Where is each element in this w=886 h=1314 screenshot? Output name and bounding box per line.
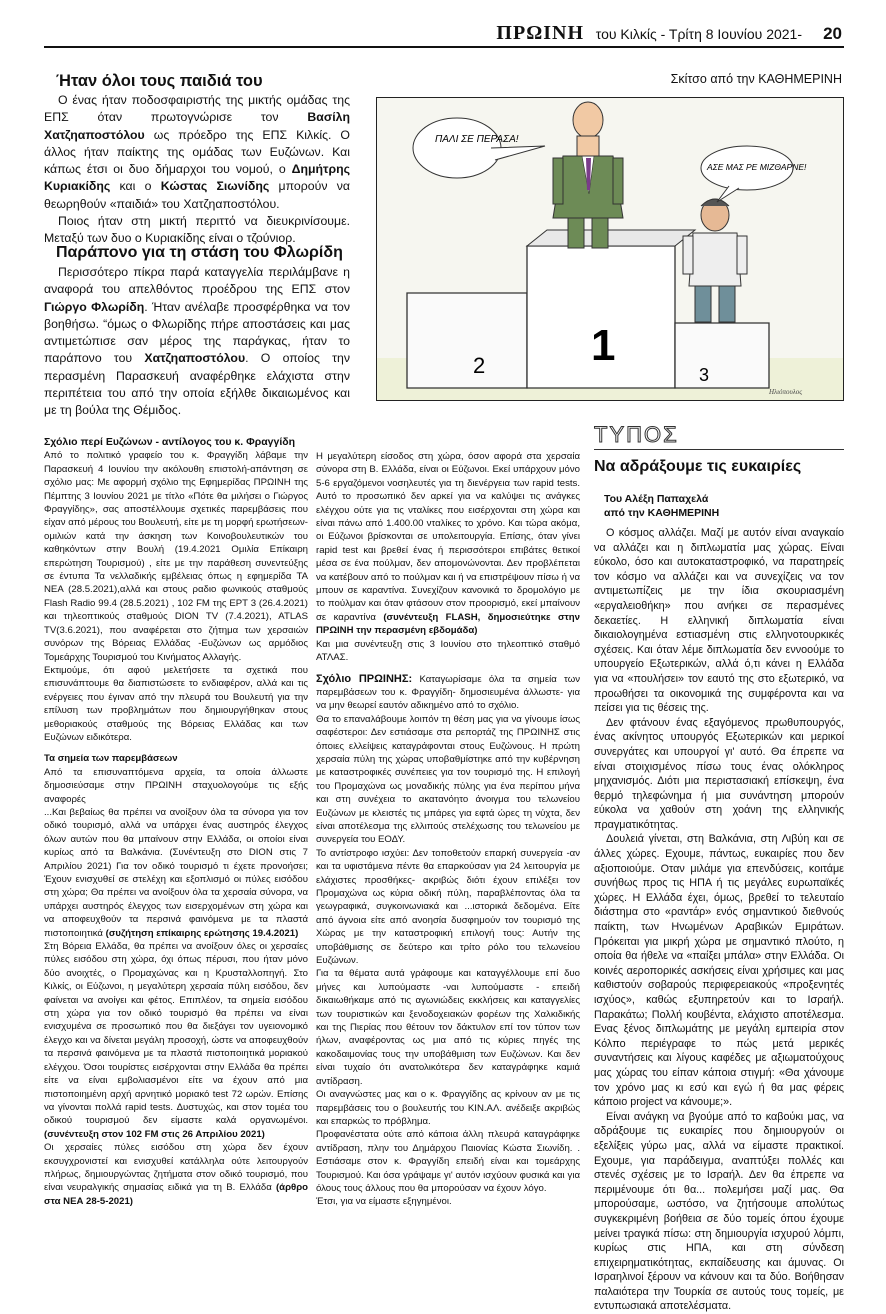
typos-p4: Είναι ανάγκη να βγούμε από το καβούκι μας, να αδράξουμε τις ευκαιρίες που δημιουργούν οι εξελίξεις γύρω μας, αλλά να είμαστε πρακτικοί. Εχουμε, για παράδειγμα, αναπτύξει πολλές και στενές σχέσεις με το Ισραήλ. Δεν θα έπρεπε να περιμένουμε ότι θα... πολεμήσει μαζί μας. Θα μπορούσαμε, ωστόσο, να ζητήσουμε απολύτως συγκεκριμένη βοήθεια σε δύο τομείς όπου έχουμε μείνει τραγικά πίσω: στη δημιουργία ισχυρού λόμπι, κυρίως στις ΗΠΑ, και στη σύνδεση επιχειρηματικότητας, εκπαίδευσης και άμυνας. Οι Ισραηλινοί ξέρουν να κάνουν και τα δύο. Βοήθησαν παλαιότερα την Τουρκία σε αυτούς τους τομείς, με εντυπωσιακά αποτελέσματα.: [594, 1110, 844, 1313]
col1-p3: Από τα επισυναπτόμενα αρχεία, τα οποία άλλωστε δημοσιεύσαμε στην ΠΡΩΙΝΗ σταχυολογούμε τις εξής αναφορές: [44, 766, 308, 805]
col1-p2: Εκτιμούμε, ότι αφού μελετήσετε τα σχετικά που επισυνάπτουμε θα διαπιστώσετε το ενδιαφέρον, αλλά και τις ενέργειες που έγιναν από την πλευρά του Βουλευτή για την επίλυση των προβλημάτων που δημιουργήθηκαν στους μεθοριακούς σταθμούς της Βόρειας Ελλάδας και των Ευζώνων ειδικότερα.: [44, 664, 308, 743]
col1-p5: Στη Βόρεια Ελλάδα, θα πρέπει να ανοίξουν όλες οι χερσαίες πύλες εισόδου στη χώρα, όχι όπως πέρυσι, που ήταν μόνο δύο ανοιχτές, ο Προμαχώνας και η Κρυσταλλοπηγή. Στο Κιλκίς, οι Εύζωνοι, η μεγαλύτερη χερσαία πύλη εισόδου, δεν φαίνεται να ανοίγει και φέτος. Επιπλέον, τα σημεία εισόδου στη χώρα για τον οδικό τουρισμό θα πρέπει να είναι ενισχυμένα σε προσωπικό που θα διεξάγει τον υγειονομικό έλεγχο και να δίνεται μεγάλη προσοχή, ώστε να αποφευχθούν τα περσινά φαινόμενα με τα πλαστά πιστοποιητικά μοριακού ελέγχου. Όσοι τουρίστες εισέρχονται στην Ελλάδα θα πρέπει είτε να είναι εμβολιασμένοι είτε να έχουν από μια πιστοποιημένη αρχή αρνητικό μοριακό test 72 ωρών. Επίσης να γίνονται πολλά rapid tests. Δυστυχώς, και στον τομέα του οδικού τουρισμού δεν είμαστε καλά οργανωμένοι. (συνέντευξη στον 102 FM στις 26 Απριλίου 2021): [44, 941, 308, 1140]
article1-p1: Ο ένας ήταν ποδοσφαιριστής της μικτής ομάδας της ΕΠΣ όταν πρωτογνώρισε τον Βασίλη Χατζηαποστόλου ως πρόεδρο της ΕΠΣ Κιλκίς. Ο άλλος ήταν παίκτης της ομάδας των Ευζώνων. Και κάπως έτσι οι δυο δήμαρχοι του νομού, ο Δημήτρης Κυριακίδης και ο Κώστας Σιωνίδης μπορούν να θεωρηθούν «παιδιά» του Χατζηαποστόλου.: [44, 93, 350, 211]
col1-subheading: Τα σημεία των παρεμβάσεων: [44, 753, 178, 765]
issue-date: του Κιλκίς - Τρίτη 8 Ιουνίου 2021-: [595, 26, 802, 42]
typos-p1: Ο κόσμος αλλάζει. Μαζί με αυτόν είναι αναγκαίο να αλλάζει και η διπλωματία μας χώρας. Είναι εύκολο, όσο και αυτοκαταστροφικό, να παρατηρείς τον κόσμο να αλλάζει και να συνεχίζεις να τον αντιμετωπίζεις με την ίδια σκουριασμένη «εργαλειοθήκη» που ανήκει σε περασμένες δεκαετίες. Η ελληνική διπλωματία είναι δικαιολογημένα εστιασμένη στις ελληνοτουρκικές σχέσεις. Και όταν λέμε διπλωματία δεν εννοούμε το υπουργείο Εξωτερικών, αλλά ό,τι κάνει η Ελλάδα για να «πουλήσει» τον εαυτό της στο εξωτερικό, να προωθήσει τα οικονομικά της συμφέροντα και να πείσει για τις θέσεις της.: [594, 527, 844, 715]
col2-p9: Έτσι, για να είμαστε εξηγημένοι.: [316, 1196, 452, 1208]
col1-p6: Οι χερσαίες πύλες εισόδου στη χώρα δεν έχουν εκσυγχρονιστεί και ενισχυθεί κατάλληλα ούτε λειτουργούν πλήρως, δημιουργώντας ζητήματα στον οδικό τουρισμό, που είναι νευραλγικής σημασίας ειδικά για τη Β. Ελλάδα (άρθρο στα ΝΕΑ 28-5-2021): [44, 1142, 308, 1207]
col2-p3: Σχόλιο ΠΡΩΙΝΗΣ: Καταγωρίσαμε όλα τα σημεία των παρεμβάσεων του κ. Φραγγίδη- δημοσιευμένα άλλωστε- για να μην θεωρεί εαυτόν αδικημένο από το σχόλιο.: [316, 672, 580, 712]
bubble1-text: ΠΑΛΙ ΣΕ ΠΕΡΑΣΑ!: [435, 134, 519, 145]
typos-p2: Δεν φτάνουν ένας εξαγόμενος πρωθυπουργός, ένας ακίνητος υπουργός Εξωτερικών και μερικοί συνεργάτες και υπουργοί γι' αυτό. Θα έπρεπε να είναι στοιχισμένος πίσω τους ένας ολόκληρος μηχανισμός. Διότι μια περιστασιακή επίσκεψη, ένα θερμό τηλεφώνημα ή μια συνάντηση μπορούν εύκολα να χαθούν στη χοάνη της ελληνικής πραγματικότητας.: [594, 716, 844, 831]
col2-p2: Και μια συνέντευξη στις 3 Ιουνίου στο τηλεοπτικό σταθμό ΑΤΛΑΣ.: [316, 638, 580, 664]
cartoon-credit: Σκίτσο από την ΚΑΘΗΜΕΡΙΝΗ: [670, 72, 842, 86]
typos-body: [594, 526, 844, 1314]
typos-author: Του Αλέξη Παπαχελά από την ΚΑΘΗΜΕΡΙΝΗ: [604, 493, 720, 519]
speech-bubble-loser: [701, 146, 807, 202]
place-3-label: 3: [699, 365, 710, 385]
col2-p1: Η μεγαλύτερη είσοδος στη χώρα, όσον αφορά στα χερσαία σύνορα στη Β. Ελλάδα, είναι οι Εύζωνοι. Εκεί υπάρχουν μόνο 5-6 εργαζόμενοι νοσηλευτές για τη διενέργεια των rapid tests. Αυτό το προσωπικό δεν αρκεί για να καλύψει τις ανάγκες ελέγχου ούτε για τις νταλίκες που εισέρχονται στη χώρα και είναι πάνω από 1.400.00 νταλίκες το χρόνο. Και τώρα ακόμα, οι Εύζωνοι βρίσκονται σε υπολειτουργία. Επίσης, όταν γίνει rapid test και βρεθεί ένας ή περισσότεροι επιβάτες θετικοί μέσα σε ένα πούλμαν, δεν απομονώνονται. Δεν προβλέπεται να κατέβουν από το πούλμαν και ή να επιστρέψουν πίσω ή να μπουν σε καραντίνα. Συνεχίζουν κανονικά το δρομολόγιο με το πούλμαν και όταν φτάσουν στον προορισμό, εκεί μπαίνουν σε καραντίνα (συνέντευξη FLASH, δημοσιεύτηκε στην ΠΡΩΙΝΗ την περασμένη εβδομάδα): [316, 451, 581, 637]
podium-3rd: [675, 323, 769, 388]
place-2-label: 2: [473, 353, 486, 378]
col2-p5: Το αντίστροφο ισχύει: Δεν τοποθετούν επαρκή συνεργεία -αν και τα υφιστάμενα πέντε θα επαρκούσαν για 24 λειτουργία με ελάχιστες προσθήκες- ακριβώς διότι έχουν επιλέξει τον Προμαχώνα ως κύρια οδική πύλη, παραβλέποντας όλα τα γεωγραφικά, συγκοινωνιακά και ...ιστορικά δεδομένα. Είτε από άγνοια είτε από ανοησία δυσφημούν τον τουρισμό της Χώρας με την καταστροφική επιλογή τους: Αυτήν της υποβάθμισης σε δεύτερο και τρίτο ρόλο του τελωνείου Ευζώνων.: [316, 847, 580, 967]
col1-heading: Σχόλιο περί Ευζώνων - αντίλογος του κ. Φραγγίδη: [44, 436, 296, 448]
col2-p7: Οι αναγνώστες μας και ο κ. Φραγγίδης ας κρίνουν αν με τις παρεμβάσεις του ο βουλευτής του ΚΙΝ.ΑΛ. ανέδειξε ακριβώς και επαρκώς το πρόβλημα.: [316, 1089, 580, 1127]
article2-p1: Περισσότερο πίκρα παρά καταγγελία περιλάμβανε η αναφορά του απελθόντος προέδρου της ΕΠΣ στον Γιώργο Φλωρίδη. Ήταν ανέλαβε προσφέρθηκα να τον βοηθήσω. “όμως ο Φλωρίδης πήρε αποστάσεις και μας αντιμετώπισε σαν μέρος της παράγκας, ήταν το παράπονο του Χατζηαποστόλου. Ο οποίος την περασμένη Παρασκευή αναφέρθηκε ελάχιστα στην περιπέτεια του από την οποία εξήλθε δικαιωμένος και με τη βούλα της Θέμιδος.: [44, 265, 350, 418]
typos-title: Να αδράξουμε τις ευκαιρίες: [594, 458, 802, 475]
page-header: [44, 22, 844, 48]
page-number: 20: [823, 24, 842, 43]
typos-p3: Δουλειά γίνεται, στη Βαλκάνια, στη Λιβύη και σε άλλες χώρες. Εχουμε, πάντως, ευκαιρίες που δεν αξιοποιούμε. Οταν μιλάμε για επενδύσεις, κοιτάμε συνήθως προς τις ΗΠΑ ή τις μεγάλες ευρωπαϊκές χώρες. Η Ελλάδα έχει, όμως, βρεθεί το τελευταίο διάστημα στο «ραντάρ» ενός σημαντικού διεθνούς παίκτη, των Ηνωμένων Αραβικών Εμιράτων. Πρόκειται για μικρή χώρα με σημαντικό πλούτο, η οποία θα ήθελε να «παίξει μπάλα» στην Ελλάδα. Οι κοινές αεροπορικές ασκήσεις είναι χρήσιμες και μας καθιστούν σοβαρούς περιφερειακούς «προξενητές ισχύος», καθώς εξυπηρετούν και το Ισραήλ. Παρακάτω; Πολλή κουβέντα, ελάχιστο αποτέλεσμα. Ενας ξένος διπλωμάτης με μεγάλη εμπειρία στον Κόλπο περιέγραφε το πώς μετά μερικές συναντήσεις και λίγους καφέδες με αξιωματούχους μας χώρας του είπαν κάποια στιγμή: «Θα χάνουμε τον χρόνο μας κι εσύ και εγώ ή θα μας φέρεις κάποιο project να κάνουμε;».: [594, 833, 844, 1109]
third-place-figure: [683, 199, 747, 322]
article2-title: Παράπονο για τη στάση του Φλωρίδη: [56, 244, 343, 261]
divider: [594, 449, 844, 450]
article1-p2: Ποιος ήταν στη μικτή περιττό να διευκρινίσουμε. Μεταξύ των δυο ο Κυριακίδης είναι ο τζούνιορ.: [44, 214, 350, 246]
podium-2nd: [407, 293, 527, 388]
typos-label: ΤΥΠΟΣ: [594, 422, 679, 447]
col2: [316, 450, 580, 1209]
place-1-label: 1: [591, 321, 616, 370]
cartoon-drawing: [377, 98, 843, 400]
bubble2-text: ΑΣΕ ΜΑΣ ΡΕ ΜΙΖΘΑΡΝΕ!: [707, 162, 807, 172]
col2-p6: Για τα θέματα αυτά γράφουμε και καταγγέλλουμε επί δυο μήνες και λυπούμαστε -ναι λυπούμαστε - επειδή δικαιωθήκαμε από τις αγωνιώδεις εκκλήσεις και καταγγελίες των τουριστικών και ξενοδοχειακών φορέων της Χαλκιδικής και της Πιερίας που θέτουν τον δάκτυλον επί τον τύπον των ήλων, αναφέροντας ως μια από τις κύριες πηγές της κακοδαιμονίας τους την υποβάθμιση των Ευζώνων. Και δεν είναι τυχαίο ότι ανατολικότερα δεν καταγράφηκε καμιά αντίδραση.: [316, 968, 580, 1087]
speech-bubble-winner: [413, 118, 545, 178]
artist-signature: Ηλιόπουλος: [769, 388, 803, 396]
col1-p1: Από το πολιτικό γραφείο του κ. Φραγγίδη λάβαμε την Παρασκευή 4 Ιουνίου την ακόλουθη επιστολή-απάντηση σε σχόλιο μας: Με αφορμή σχόλιο της Εφημερίδας ΠΡΩΙΝΗ της Πέμπτης 3 Ιουνίου 2021 με τίτλο «Πότε θα μιλήσει ο Γιώργος Φραγγίδης», σας αποστέλλουμε σχετικές παρεμβάσεις που είχαν από μέρους του Βουλευτή, είτε με τη μορφή ερωτήσεων-ομιλιών κατά την άσκηση των Κοινοβουλευτικών του καθηκόντων στην Βουλή (19.4.2021 Ομιλία Επίκαιρη επερώτηση Τουρισμού) , είτε με την παράθεση συνεντεύξης σε έντυπα Τα νελλαδικής εμβέλειας όπως η εφημερίδα ΤΑ ΝΕΑ (28.5.2021),αλλά και στους ραδιο φωνικούς σταθμούς Flash Radio 99.4 (28.5.2021) , 102 FM της ΕΡΤ 3 (26.4.2021) και τηλεοπτικούς σταθμούς DION TV (7.4.2021), ATLAS TV(3.6.2021), που αναφέρεται στο ζήτημα των χερσαιών συνόρων της Βόρειας Ελλάδας -Ευζώνων ως αρμόδιος Τομεάρχης Τουρισμού του Κινήματος Αλλαγής.: [44, 450, 308, 663]
col2-p8: Προφανέστατα ούτε από κάποια άλλη πλευρά καταγράφηκε αντίδραση, πλην του Δημάρχου Παιονίας Κώστα Σιωνίδη. . Εστιάσαμε στον κ. Φραγγίδη επειδή είναι και τομεάρχης Τουρισμού. Και όσα γράψαμε γι' αυτόν ισχύουν φυσικά και για όλους τους άλλους που θα μπορούσαν να έχουν λόγο.: [316, 1129, 580, 1194]
cartoon-image: [376, 97, 844, 401]
article1-title: Ήταν όλοι τους παιδιά του: [56, 72, 263, 90]
col1: [44, 436, 308, 1208]
col2-p4: Θα το επαναλάβουμε λοιπόν τη θέση μας για να γίνουμε ίσως σαφέστεροι: Δεν εστιάσαμε στα ρεπορτάζ της ΠΡΩΙΝΗΣ στις όποιες ελλείψεις καταγράφονται στους Ευζώνους. Η πρώτη χερσαία πύλη της χώρας υποβαθμίστηκε από την κυβέρνηση με καταστροφικές συνέπειες για τον τουρισμό της. Η επιλογή του Προμαχώνα ως μοναδικής πύλης για ένα περίπου μήνα και στη συνέχεια το ακατανόητο άνοιγμα του τελωνείου Ευζώνων με κλειστές τις μπάρες για εφτά ώρες τη νύχτα, δεν είναι αποτέλεσμα της ελλιπούς στελέχωσης του τελωνείου με συνεργεία του ΕΟΔΥ.: [316, 713, 580, 846]
newspaper-brand: ΠΡΩΙΝΗ: [496, 22, 584, 44]
winner-figure: [553, 102, 623, 248]
col1-p4: ...Και βεβαίως θα πρέπει να ανοίξουν όλα τα σύνορα για τον οδικό τουρισμό, αλλά να υπάρχει ένας αυστηρός έλεγχος όλων αυτών που θα μπαίνουν στην Ελλάδα, οι οποίοι είναι κυρίως από τα Βαλκάνια. (Συνέντευξη στο DION στις 7 Απριλίου 2021) Για τον οδικό τουρισμό τι έχετε προνοήσει; Έχουν ενισχυθεί σε στελέχη και εξοπλισμό οι πύλες εισόδου στη χώρα; Θα πρέπει να ανοίξουν όλα τα χερσαία σύνορα, να υπάρχει αυστηρός έλεγχος των εισερχομένων στη χώρα και να αποφευχθούν τα περσινά φαινόμενα με τα πλαστά πιστοποιητικά (συζήτηση επίκαιρης ερώτησης 19.4.2021): [44, 806, 308, 939]
article1-body: [44, 92, 350, 248]
article2-body: [44, 264, 350, 420]
